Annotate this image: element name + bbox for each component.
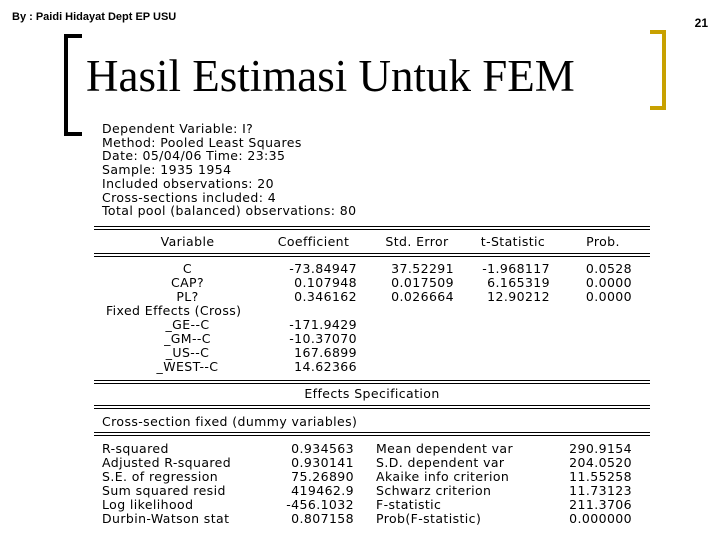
stats-top-rule — [94, 432, 650, 436]
stat-value: 290.9154 — [569, 441, 632, 456]
coef-prob: 0.0528 — [585, 261, 632, 276]
table-top-rule — [94, 226, 650, 230]
stat-value: 0.930141 — [291, 455, 354, 470]
col-header-std-error: Std. Error — [385, 234, 449, 249]
coef-t-stat: 12.90212 — [487, 289, 550, 304]
coef-t-stat: -1.968117 — [482, 261, 550, 276]
header-bottom-rule — [94, 253, 650, 257]
stat-label: Akaike info criterion — [376, 469, 510, 484]
col-header-prob: Prob. — [586, 234, 620, 249]
coef-value: 0.346162 — [294, 289, 357, 304]
header-line: Included observations: 20 — [102, 175, 274, 191]
stat-label: Schwarz criterion — [376, 483, 492, 498]
col-header-coefficient: Coefficient — [277, 234, 350, 249]
stat-label: S.E. of regression — [102, 469, 219, 484]
stat-value: 11.73123 — [569, 483, 632, 498]
coef-variable: C — [182, 261, 193, 276]
left-bracket-decoration — [64, 34, 82, 136]
coef-prob: 0.0000 — [585, 275, 632, 290]
coef-std-error: 0.017509 — [391, 275, 454, 290]
stat-label: Mean dependent var — [376, 441, 514, 456]
fixed-effect-variable: _US--C — [165, 345, 210, 360]
fixed-effect-variable: _WEST--C — [156, 359, 219, 374]
coef-prob: 0.0000 — [585, 289, 632, 304]
output-header — [102, 122, 356, 218]
header-line: Total pool (balanced) observations: 80 — [102, 203, 357, 219]
right-bracket-decoration — [650, 30, 666, 110]
cross-section-label: Cross-section fixed (dummy variables) — [102, 414, 358, 429]
coef-std-error: 37.52291 — [391, 261, 454, 276]
effects-top-rule — [94, 380, 650, 384]
header-line: Sample: 1935 1954 — [102, 162, 232, 178]
stat-value: 11.55258 — [569, 469, 632, 484]
author-credit: By : Paidi Hidayat Dept EP USU — [12, 11, 177, 23]
fixed-effect-value: -171.9429 — [289, 317, 357, 332]
header-line: Method: Pooled Least Squares — [102, 134, 302, 150]
stat-label: Sum squared resid — [102, 483, 226, 498]
header-line: Cross-sections included: 4 — [102, 189, 277, 205]
stat-value: 75.26890 — [291, 469, 354, 484]
fixed-effect-value: 14.62366 — [294, 359, 357, 374]
slide-title: Hasil Estimasi Untuk FEM — [86, 51, 575, 101]
stat-value: 0.807158 — [291, 511, 354, 526]
header-line: Dependent Variable: I? — [102, 121, 254, 136]
stat-value: 204.0520 — [569, 455, 632, 470]
effects-bottom-rule — [94, 405, 650, 409]
fixed-effect-variable: _GM--C — [164, 331, 211, 346]
coef-value: -73.84947 — [289, 261, 357, 276]
stat-value: 0.000000 — [569, 511, 632, 526]
col-header-t-statistic: t-Statistic — [480, 234, 546, 249]
stat-label: Adjusted R-squared — [102, 455, 232, 470]
fixed-effect-variable: _GE--C — [165, 317, 210, 332]
coef-variable: PL? — [176, 289, 199, 304]
fixed-effect-value: 167.6899 — [294, 345, 357, 360]
stat-value: 419462.9 — [291, 483, 354, 498]
stat-label: Prob(F-statistic) — [376, 511, 482, 526]
stat-label: Log likelihood — [102, 497, 194, 512]
coef-variable: CAP? — [170, 275, 205, 290]
col-header-variable: Variable — [160, 234, 215, 249]
effects-specification-label: Effects Specification — [304, 386, 440, 401]
coef-value: 0.107948 — [294, 275, 357, 290]
stat-value: 0.934563 — [291, 441, 354, 456]
stat-label: S.D. dependent var — [376, 455, 505, 470]
coef-t-stat: 6.165319 — [487, 275, 550, 290]
stat-value: 211.3706 — [569, 497, 632, 512]
stat-label: F-statistic — [376, 497, 442, 512]
stat-value: -456.1032 — [286, 497, 354, 512]
fixed-effects-label: Fixed Effects (Cross) — [106, 303, 242, 318]
page-number: 21 — [694, 16, 708, 30]
fixed-effect-value: -10.37070 — [289, 331, 357, 346]
header-line: Date: 05/04/06 Time: 23:35 — [102, 148, 286, 164]
stat-label: R-squared — [102, 441, 169, 456]
coef-std-error: 0.026664 — [391, 289, 454, 304]
stat-label: Durbin-Watson stat — [102, 511, 230, 526]
